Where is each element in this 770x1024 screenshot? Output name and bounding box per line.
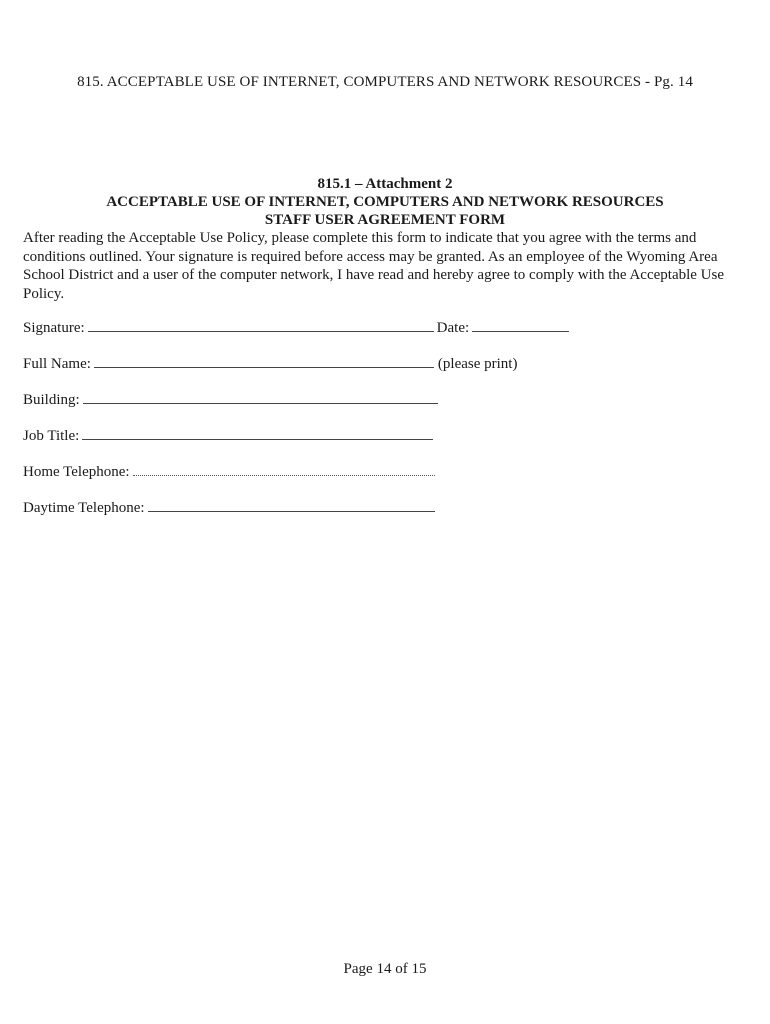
- signature-label: Signature:: [23, 320, 85, 336]
- form-title: STAFF USER AGREEMENT FORM: [264, 212, 506, 228]
- page-header: 815. ACCEPTABLE USE OF INTERNET, COMPUTERS AND NETWORK RESOURCES - Pg. 14: [77, 74, 693, 90]
- date-label: Date:: [436, 320, 470, 336]
- building-label: Building:: [23, 392, 80, 408]
- home-telephone-label: Home Telephone:: [23, 464, 130, 480]
- intro-paragraph: After reading the Acceptable Use Policy, please complete this form to indicate that you agree with the terms and conditions outlined. Your signature is required before access may be granted. As an employee of the Wyoming Area School District and a user of the computer network, I have read and hereby agree to comply with the Acceptable Use Policy.: [23, 230, 725, 302]
- job-title-label: Job Title:: [23, 428, 80, 444]
- daytime-telephone-field[interactable]: [148, 497, 435, 512]
- home-telephone-field[interactable]: [133, 461, 435, 476]
- home-telephone-row: [23, 461, 435, 481]
- full-name-field[interactable]: [94, 353, 434, 368]
- attachment-title: 815.1 – Attachment 2: [317, 176, 453, 192]
- full-name-label: Full Name:: [23, 356, 91, 372]
- date-field[interactable]: [472, 317, 569, 332]
- building-row: [23, 389, 438, 409]
- please-print-note: (please print): [437, 356, 518, 372]
- building-field[interactable]: [83, 389, 438, 404]
- signature-field[interactable]: [88, 317, 434, 332]
- daytime-telephone-row: [23, 497, 435, 517]
- policy-title: ACCEPTABLE USE OF INTERNET, COMPUTERS AND NETWORK RESOURCES: [106, 194, 664, 210]
- signature-row: [23, 317, 569, 337]
- form-title-block: [0, 175, 770, 229]
- page-number: Page 14 of 15: [343, 961, 427, 977]
- full-name-row: [23, 353, 517, 373]
- job-title-field[interactable]: [82, 425, 433, 440]
- daytime-telephone-label: Daytime Telephone:: [23, 500, 145, 516]
- job-title-row: [23, 425, 433, 445]
